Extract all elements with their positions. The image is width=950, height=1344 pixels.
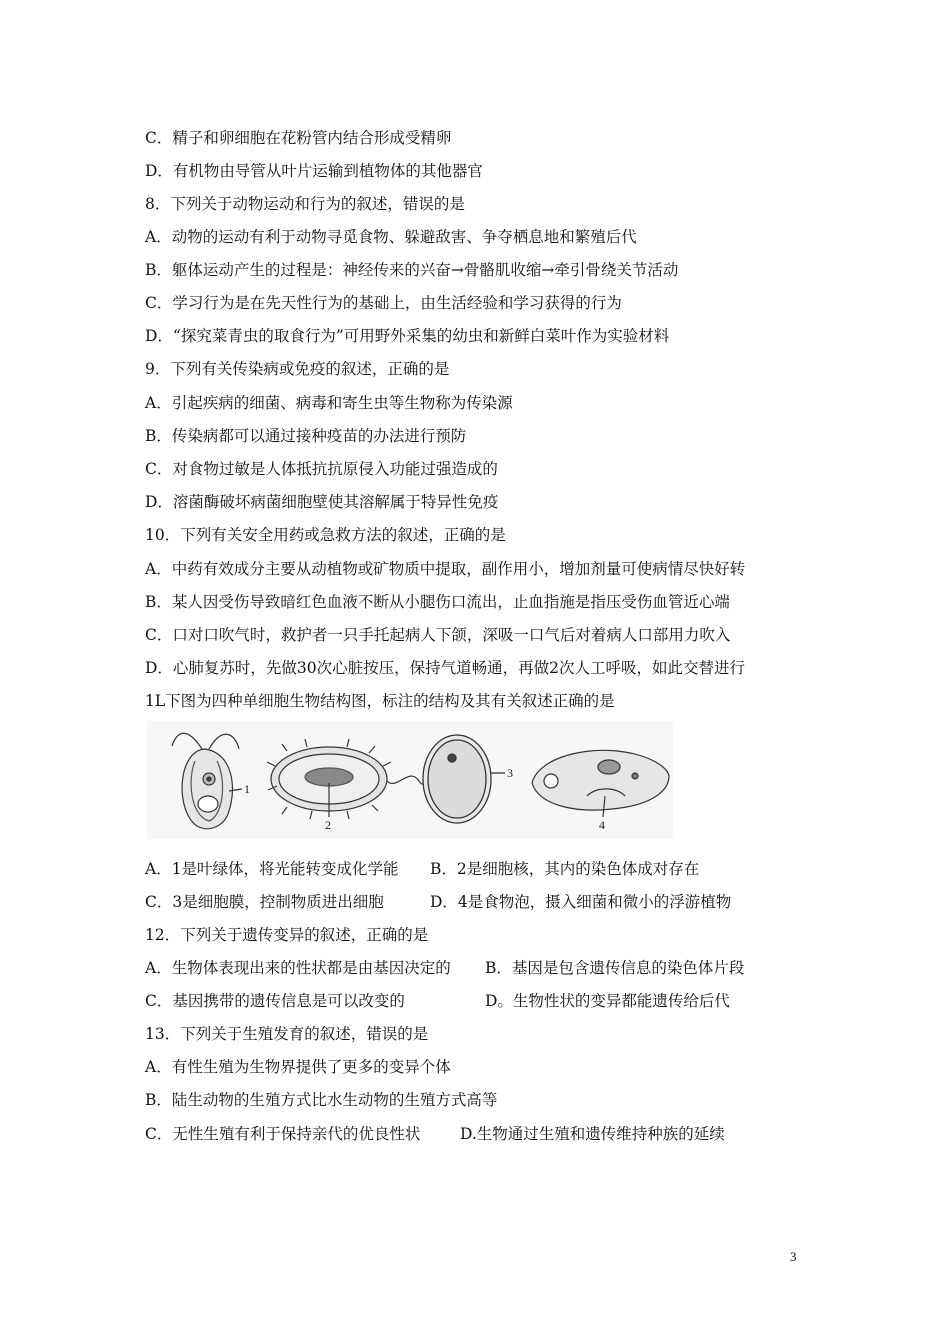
q8-option-b: B．躯体运动产生的过程是：神经传来的兴奋→骨骼肌收缩→牵引骨绕关节活动 (145, 261, 679, 279)
q11-stem: 1L下图为四种单细胞生物结构图，标注的结构及其有关叙述正确的是 (145, 692, 615, 710)
q10-stem: 10．下列有关安全用药或急救方法的叙述，正确的是 (145, 526, 506, 544)
q8-option-a: A．动物的运动有利于动物寻觅食物、躲避敌害、争夺栖息地和繁殖后代 (145, 228, 637, 246)
q13-option-b: B．陆生动物的生殖方式比水生动物的生殖方式高等 (145, 1091, 498, 1109)
q13-option-d: D.生物通过生殖和遗传维持种族的延续 (460, 1125, 725, 1143)
q12-option-d: D。生物性状的变异都能遗传给后代 (485, 992, 730, 1010)
q12-option-a: A．生物体表现出来的性状都是由基因决定的 (145, 959, 451, 977)
q12-option-c: C．基因携带的遗传信息是可以改变的 (145, 992, 405, 1010)
figure-label-1: 1 (244, 782, 250, 796)
q7-option-c: C．精子和卵细胞在花粉管内结合形成受精卵 (145, 129, 452, 147)
q11-option-d: D．4是食物泡，摄入细菌和微小的浮游植物 (430, 893, 732, 911)
q13-stem: 13．下列关于生殖发育的叙述，错误的是 (145, 1025, 429, 1043)
q9-option-a: A．引起疾病的细菌、病毒和寄生虫等生物称为传染源 (145, 394, 513, 412)
q13-option-c: C．无性生殖有利于保持亲代的优良性状 (145, 1125, 421, 1143)
q13-option-a: A．有性生殖为生物界提供了更多的变异个体 (145, 1058, 451, 1076)
q9-stem: 9．下列有关传染病或免疫的叙述，正确的是 (145, 360, 450, 378)
q8-option-c: C．学习行为是在先天性行为的基础上，由生活经验和学习获得的行为 (145, 294, 622, 312)
q10-option-c: C．口对口吹气时，救护者一只手托起病人下颌，深吸一口气后对着病人口部用力吹入 (145, 626, 731, 644)
q10-option-d: D．心肺复苏时，先做30次心脏按压，保持气道畅通，再做2次人工呼吸，如此交替进行 (145, 659, 746, 677)
figure-drawing (147, 721, 673, 839)
page-number: 3 (790, 1249, 797, 1264)
q9-option-c: C．对食物过敏是人体抵抗抗原侵入功能过强造成的 (145, 460, 498, 478)
q12-stem: 12．下列关于遗传变异的叙述，正确的是 (145, 926, 429, 944)
q9-option-d: D．溶菌酶破坏病菌细胞壁使其溶解属于特异性免疫 (145, 493, 499, 511)
figure-label-2: 2 (325, 818, 331, 832)
q7-option-d: D．有机物由导管从叶片运输到植物体的其他器官 (145, 162, 483, 180)
q9-option-b: B．传染病都可以通过接种疫苗的办法进行预防 (145, 427, 467, 445)
q11-option-a: A．1是叶绿体，将光能转变成化学能 (145, 860, 399, 878)
q11-option-c: C．3是细胞膜，控制物质进出细胞 (145, 893, 384, 911)
q10-option-b: B．某人因受伤导致暗红色血液不断从小腿伤口流出，止血指施是指压受伤血管近心端 (145, 593, 730, 611)
figure-label-3: 3 (507, 766, 513, 780)
q11-option-b: B．2是细胞核，其内的染色体成对存在 (430, 860, 700, 878)
single-cell-organisms-figure (147, 721, 673, 839)
q8-stem: 8．下列关于动物运动和行为的叙述，错误的是 (145, 195, 465, 213)
q8-option-d: D．“探究菜青虫的取食行为”可用野外采集的幼虫和新鲜白菜叶作为实验材料 (145, 327, 670, 345)
q12-option-b: B．基因是包含遗传信息的染色体片段 (485, 959, 745, 977)
figure-label-4: 4 (599, 818, 605, 832)
q10-option-a: A．中药有效成分主要从动植物或矿物质中提取，副作用小，增加剂量可使病情尽快好转 (145, 560, 746, 578)
